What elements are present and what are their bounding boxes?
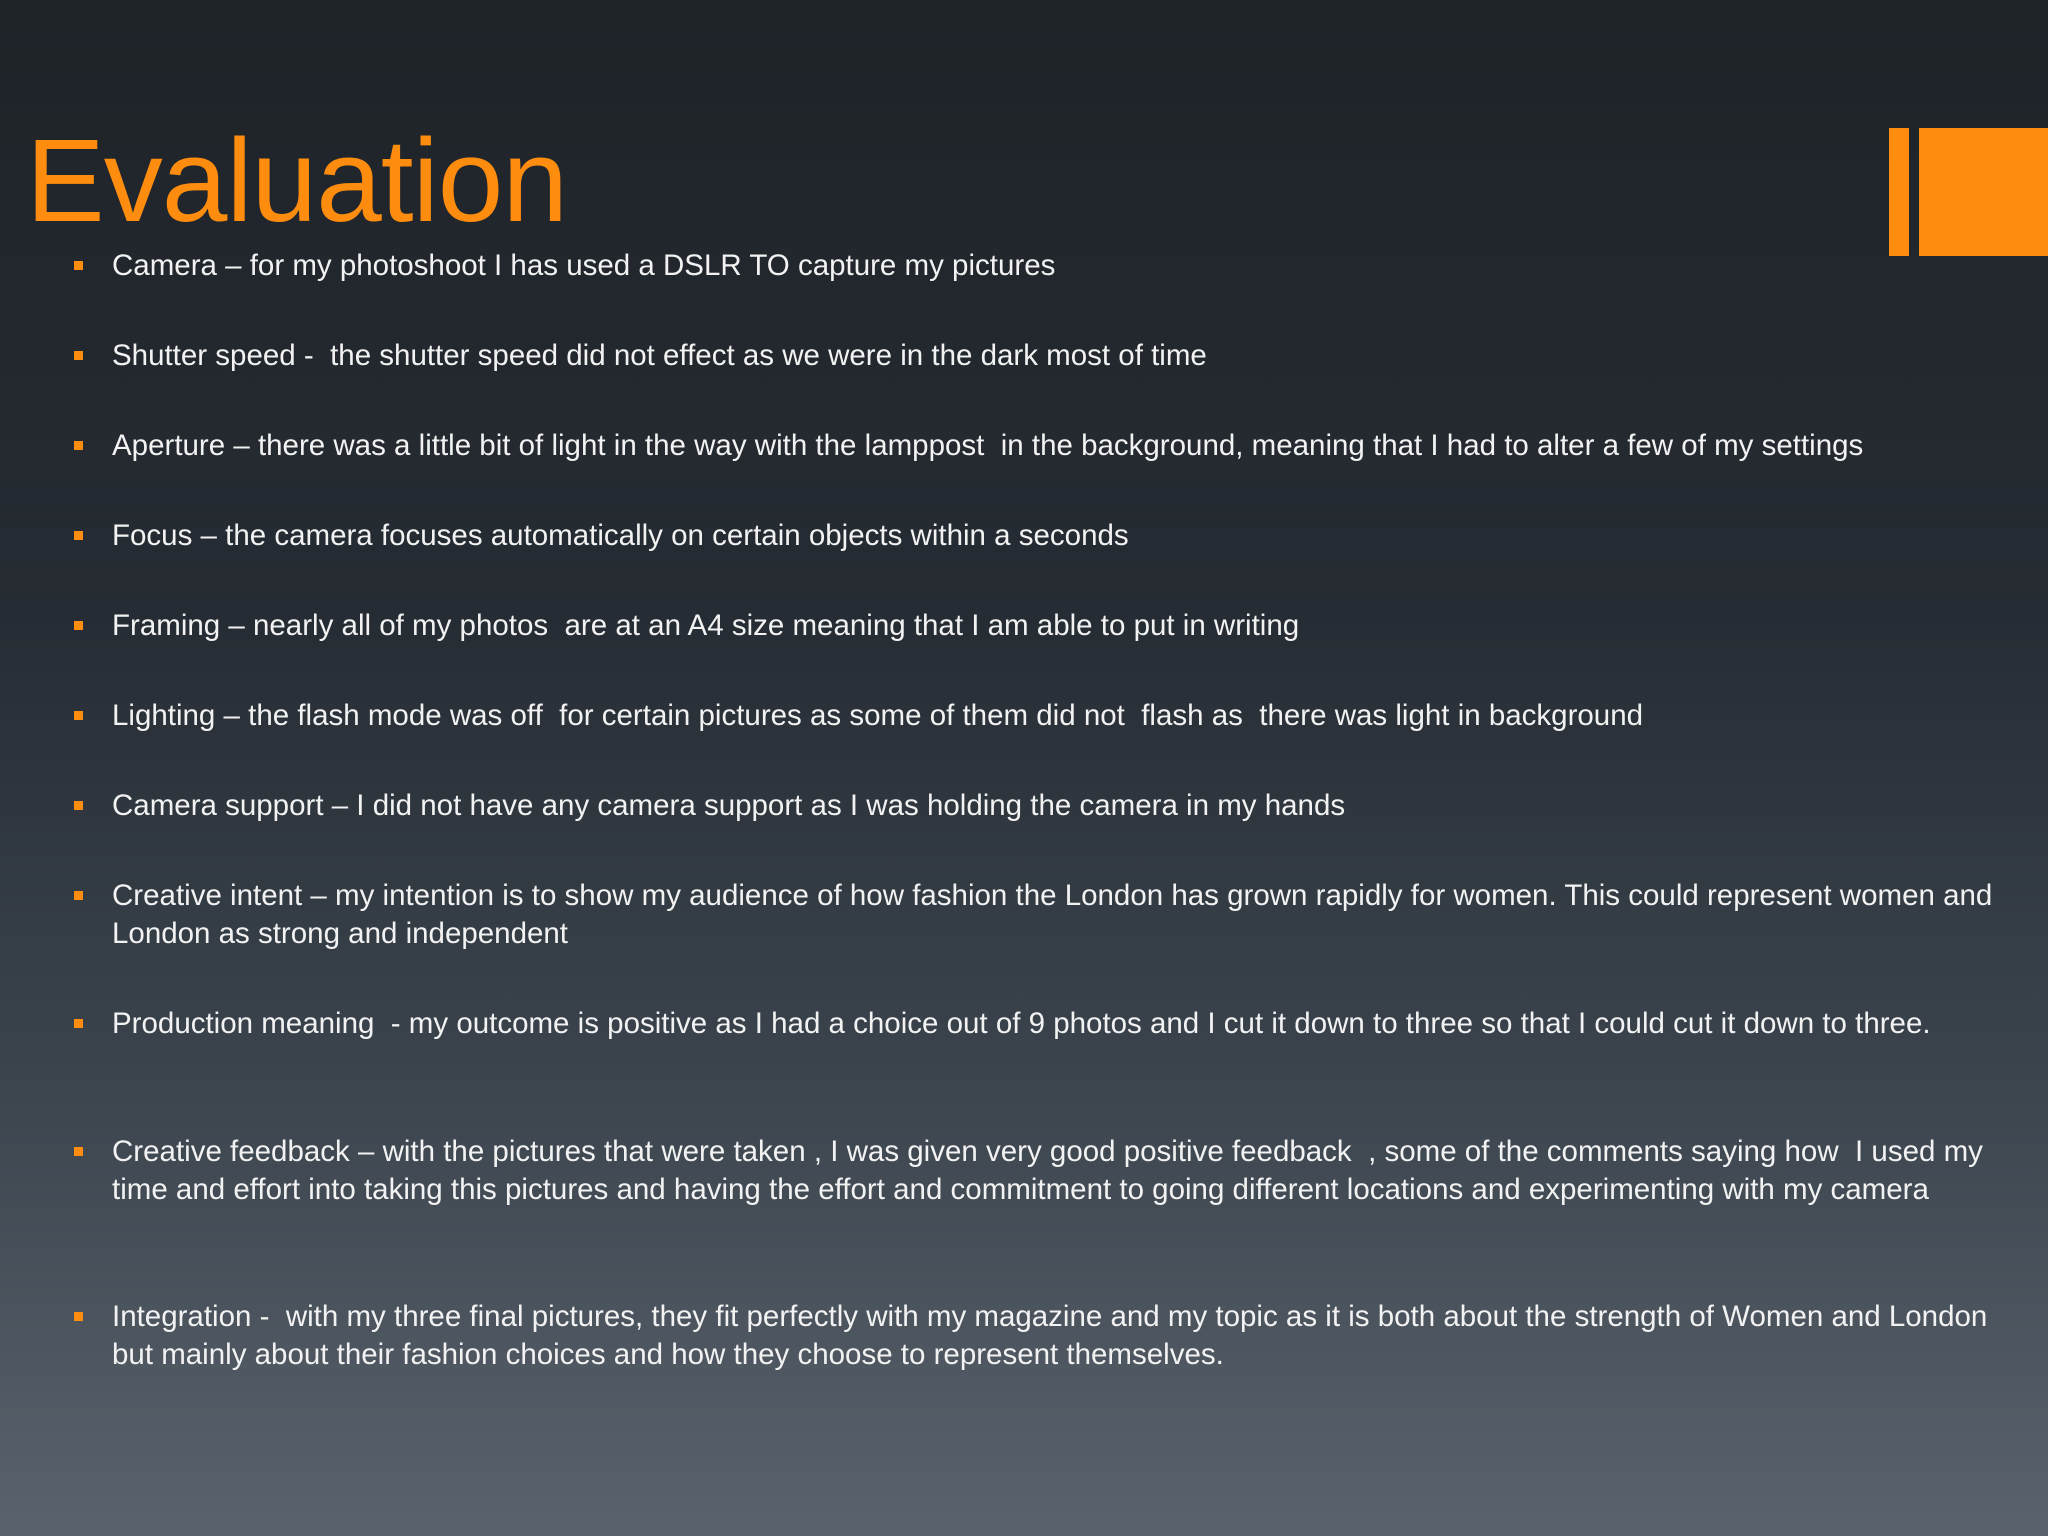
- list-item: [112, 517, 2012, 555]
- square-bullet-icon: [74, 711, 83, 720]
- square-bullet-icon: [74, 1019, 83, 1028]
- list-item: [112, 427, 2012, 465]
- list-item: [112, 787, 2012, 825]
- bullet-text: Framing – nearly all of my photos are at an A4 size meaning that I am able to put in writing: [112, 609, 1300, 642]
- bullet-text: Shutter speed - the shutter speed did not effect as we were in the dark most of time: [112, 339, 1207, 372]
- list-item: [112, 247, 2012, 285]
- square-bullet-icon: [74, 441, 83, 450]
- bullet-text: Camera support – I did not have any camera support as I was holding the camera in my hands: [112, 789, 1346, 822]
- bullet-text: Camera – for my photoshoot I has used a DSLR TO capture my pictures: [112, 249, 1056, 282]
- bullet-text: Lighting – the flash mode was off for certain pictures as some of them did not flash as there was light in background: [112, 699, 1644, 732]
- square-bullet-icon: [74, 1147, 83, 1156]
- list-item: [112, 1133, 2012, 1209]
- square-bullet-icon: [74, 891, 83, 900]
- bullet-text: Aperture – there was a little bit of light in the way with the lamppost in the background, meaning that I had to alter a few of my settings: [112, 429, 1864, 462]
- list-item: [112, 697, 2012, 735]
- square-bullet-icon: [74, 531, 83, 540]
- square-bullet-icon: [74, 261, 83, 270]
- slide-title: Evaluation: [26, 115, 568, 247]
- list-item: [112, 1005, 2012, 1043]
- square-bullet-icon: [74, 1312, 83, 1321]
- square-bullet-icon: [74, 621, 83, 630]
- list-item: [112, 607, 2012, 645]
- square-bullet-icon: [74, 801, 83, 810]
- bullet-text: Integration - with my three final pictures, they fit perfectly with my magazine and my topic as it is both about the strength of Women and London but mainly about their fashion choices and how they choose to represent themselves.: [112, 1300, 1996, 1371]
- list-item: [112, 337, 2012, 375]
- bullet-text: Production meaning - my outcome is positive as I had a choice out of 9 photos and I cut it down to three so that I could cut it down to three.: [112, 1007, 1931, 1040]
- bullet-text: Focus – the camera focuses automatically on certain objects within a seconds: [112, 519, 1129, 552]
- bullet-text: Creative feedback – with the pictures that were taken , I was given very good positive feedback , some of the comments saying how I used my time and effort into taking this pictures and having the effort and commitment to going different locations and experimenting with my camera: [112, 1135, 1992, 1206]
- square-bullet-icon: [74, 351, 83, 360]
- bullet-text: Creative intent – my intention is to show my audience of how fashion the London has grown rapidly for women. This could represent women and London as strong and independent: [112, 879, 2001, 950]
- list-item: [112, 877, 2012, 953]
- list-item: [112, 1298, 2012, 1374]
